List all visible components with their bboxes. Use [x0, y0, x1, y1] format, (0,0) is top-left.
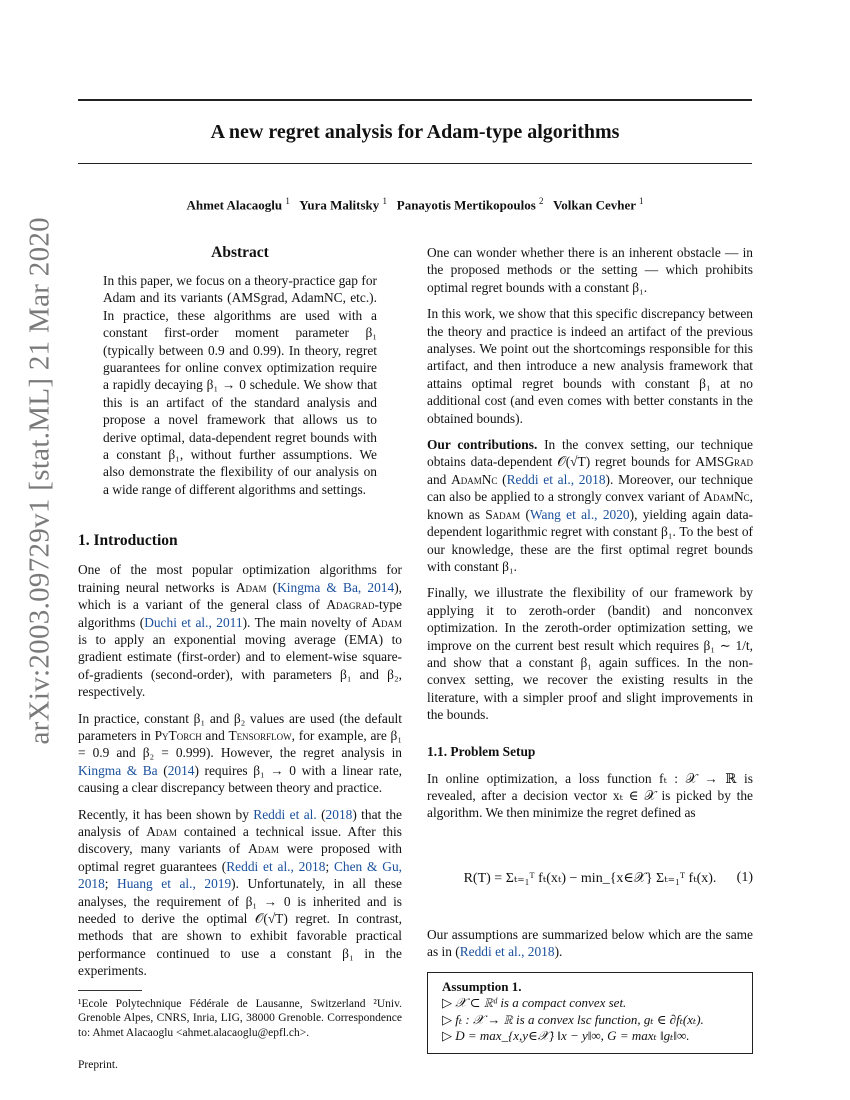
arxiv-stamp: arXiv:2003.09729v1 [stat.ML] 21 Mar 2020	[23, 217, 56, 745]
author-3: Panayotis Mertikopoulos	[396, 197, 536, 213]
title-rule	[78, 163, 752, 164]
text-run: ), which is a variant of the general class of	[78, 579, 403, 613]
text-run: and	[427, 471, 452, 487]
equation-body: R(T) = Σₜ₌₁ᵀ fₜ(xₜ) − min_{x∈𝒳} Σₜ₌₁ᵀ fₜ(x).	[463, 870, 717, 886]
assumption-line-3: ▷ D = max_{x,y∈𝒳} ‖x − y‖∞, G = maxₜ ‖gₜ‖∞.	[442, 1028, 690, 1044]
text-run: In practice, constant β₁ and β₂ values are used (the default parameters in	[78, 710, 402, 743]
citation-link[interactable]: Kingma & Ba, 2014	[277, 579, 395, 595]
author-2: Yura Malitsky	[299, 197, 380, 213]
text-run: were proposed with optimal regret guarantees (	[78, 841, 402, 874]
intro-paragraph-2: In practice, constant β₁ and β₂ values are used (the default parameters in PyTorch and Tensorflow, for example, are β₁ = 0.9 and β₂ = 0.999). However, the regret analysis in Kingma & Ba (2014) requires β₁ → 0 with a linear rate, causing a clear discrepancy between theory and practice.	[78, 710, 403, 796]
author-1: Ahmet Alacaoglu	[186, 197, 283, 213]
affil-mark-3: 2	[539, 196, 544, 206]
text-run: -type algorithms (	[78, 597, 402, 630]
text-run: is to apply an exponential moving average (EMA) to gradient estimate (first-order) and to element-wise square-of-gradients (second-order), with parameters β₁ and β₂, respectively.	[78, 631, 402, 700]
text-run: ), yielding again data-dependent logarithmic regret with constant β₁. To the best of our knowledge, these are the first optimal regret bounds with constant β₁.	[427, 506, 753, 574]
text-run: ). Moreover, our technique can also be applied to a strongly convex variant of	[427, 471, 754, 505]
text-run: ) that the analysis of	[78, 806, 402, 839]
intro-heading: 1. Introduction	[78, 532, 178, 550]
problem-setup-heading: 1.1. Problem Setup	[427, 743, 536, 759]
adamnc-name: AdamNc	[703, 489, 750, 505]
contributions-heading: Our contributions.	[427, 437, 538, 453]
abstract-text: In this paper, we focus on a theory-practice gap for Adam and its variants (AMSgrad, AdamNC, etc.). In practice, these algorithms are used with a constant first-order moment parameter β₁ (typically between 0.9 and 0.99). In theory, regret guarantees for online convex optimization require a rapidly decaying β₁ → 0 schedule. We show that this is an artifact of the standard analysis and propose a novel framework that allows us to derive optimal, data-dependent regret bounds with a constant β₁, without further assumptions. We also demonstrate the flexibility of our analysis on a wide range of different algorithms and settings.	[103, 273, 377, 497]
affil-mark-4: 1	[639, 196, 644, 206]
tensorflow-name: Tensorflow	[228, 727, 292, 743]
pytorch-name: PyTorch	[154, 727, 202, 743]
text-run: Our assumptions are summarized below which are the same as in (	[427, 926, 753, 960]
citation-year-link[interactable]: 2014	[167, 762, 195, 778]
text-run: ). Unfortunately, in all these analyses, the requirement of β₁ → 0 is inherited and is needed to derive the optimal 𝒪(√T) regret. In contrast, methods that are shown to exhibit favorable practical performance continued to use a constant β₁ in the experiments.	[78, 876, 402, 979]
citation-link[interactable]: Kingma & Ba	[78, 762, 158, 778]
sadam-name: Sadam	[485, 506, 521, 522]
text-run: Recently, it has been shown by	[78, 806, 254, 822]
citation-link[interactable]: Duchi et al., 2011	[144, 614, 243, 630]
intro-paragraph-1: One of the most popular optimization algorithms for training neural networks is Adam (Kingma & Ba, 2014), which is a variant of the general class of Adagrad-type algorithms (Duchi et al., 2011). The main novelty of Adam is to apply an exponential moving average (EMA) to gradient estimate (first-order) and to element-wise square-of-gradients (second-order), with parameters β₁ and β₂, respectively.	[78, 562, 403, 700]
author-4: Volkan Cevher	[553, 197, 636, 213]
equation-number: (1)	[736, 869, 753, 885]
citation-link[interactable]: Reddi et al., 2018	[506, 471, 606, 487]
citation-link[interactable]: Huang et al., 2019	[117, 876, 232, 892]
right-paragraph-2: In this work, we show that this specific discrepancy between the theory and practice is indeed an artifact of the previous analyses. We point out the shortcomings responsible for this artifact, and then introduce a new analysis framework that attains optimal regret bounds with constant β₁ at no additional cost (and even comes with better constants in the obtained bounds).	[427, 306, 753, 426]
assumption-box	[427, 972, 753, 1054]
affiliation-footnote: ¹Ecole Polytechnique Fédérale de Lausanne, Switzerland ²Univ. Grenoble Alpes, CNRS, Inria, LIG, 38000 Grenoble. Correspondence to: Ahmet Alacaoglu <ahmet.alacaoglu@epfl.ch>.	[78, 997, 402, 1039]
adam-name: Adam	[146, 823, 177, 839]
text-run: ). The main novelty of	[242, 614, 372, 630]
citation-link[interactable]: Chen & Gu, 2018	[78, 858, 402, 892]
right-paragraph-1: One can wonder whether there is an inherent obstacle — in the proposed methods or the setting — which prohibits optimal regret bounds with a constant β₁.	[427, 245, 753, 295]
citation-link[interactable]: Reddi et al., 2018	[459, 944, 555, 960]
amsgrad-name: AMSGrad	[695, 454, 753, 470]
text-run: ) requires β₁ → 0 with a linear rate, causing a clear discrepancy between theory and practice.	[78, 762, 402, 796]
setup-paragraph: In online optimization, a loss function fₜ : 𝒳 → ℝ is revealed, after a decision vector xₜ ∈ 𝒳 is picked by the algorithm. We then minimize the regret defined as	[427, 770, 753, 821]
top-rule	[78, 99, 752, 101]
text-run: and	[201, 727, 229, 743]
citation-link[interactable]: Reddi et al.	[253, 806, 317, 822]
adagrad-name: Adagrad	[326, 597, 375, 613]
preprint-note: Preprint.	[78, 1059, 118, 1072]
paper-title: A new regret analysis for Adam-type algorithms	[210, 121, 620, 143]
assumption-line-1: ▷ 𝒳 ⊂ ℝᵈ is a compact convex set.	[442, 995, 627, 1011]
adam-name: Adam	[235, 579, 267, 595]
affil-mark-2: 1	[382, 196, 387, 206]
assumption-title: Assumption 1.	[442, 978, 522, 994]
assumptions-intro	[427, 926, 753, 961]
citation-link[interactable]: Reddi et al., 2018	[226, 858, 326, 874]
author-list	[78, 196, 752, 213]
footnote-rule	[78, 990, 142, 991]
text-run: One of the most popular optimization algorithms for training neural networks is	[78, 562, 402, 595]
contributions-paragraph: Our contributions. In the convex setting, our technique obtains data-dependent 𝒪(√T) regret bounds for AMSGrad and AdamNc (Reddi et al., 2018). Moreover, our technique can also be applied to a strongly convex variant of AdamNc, known as Sadam (Wang et al., 2020), yielding again data-dependent logarithmic regret with constant β₁. To the best of our knowledge, these are the first optimal regret bounds with constant β₁.	[427, 437, 754, 574]
text-run: , known as	[427, 489, 753, 522]
citation-year-link[interactable]: 2018	[325, 806, 353, 822]
regret-equation	[427, 856, 753, 904]
adamnc-name: AdamNc	[451, 471, 498, 487]
adam-name: Adam	[371, 614, 402, 630]
left-column	[78, 244, 402, 1073]
right-column	[427, 244, 753, 1054]
right-paragraph-4: Finally, we illustrate the flexibility of our framework by applying it to zeroth-order (bandit) and nonconvex optimization. In the zeroth-order optimization setting, we improve on the current best result which requires β₁ ∼ 1/t, and show that a constant β₁ again suffices. In the non-convex setting, we recover the existing results in the literature, with a simpler proof and slight improvements in the bounds.	[427, 585, 753, 723]
citation-link[interactable]: Wang et al., 2020	[529, 506, 630, 522]
text-run: In the convex setting, our technique obtains data-dependent 𝒪(√T) regret bounds for	[427, 437, 753, 470]
adam-name: Adam	[248, 841, 279, 857]
abstract-body	[78, 272, 402, 498]
text-run: , for example, are β₁ = 0.9 and β₂ = 0.999). However, the regret analysis in	[78, 727, 403, 761]
intro-paragraph-3: Recently, it has been shown by Reddi et al. (2018) that the analysis of Adam contained a technical issue. After this discovery, many variants of Adam were proposed with optimal regret guarantees (Reddi et al., 2018; Chen & Gu, 2018; Huang et al., 2019). Unfortunately, in all these analyses, the requirement of β₁ → 0 is inherited and is needed to derive the optimal 𝒪(√T) regret. In contrast, methods that are shown to exhibit favorable practical performance continued to use a constant β₁ in the experiments.	[78, 806, 402, 979]
text-run: ).	[554, 944, 563, 960]
assumption-line-2: ▷ fₜ : 𝒳 → ℝ is a convex lsc function, gₜ ∈ ∂fₜ(xₜ).	[442, 1011, 704, 1027]
affil-mark-1: 1	[285, 196, 290, 206]
abstract-heading: Abstract	[211, 244, 269, 261]
text-run: contained a technical issue. After this discovery, many variants of	[78, 823, 402, 857]
